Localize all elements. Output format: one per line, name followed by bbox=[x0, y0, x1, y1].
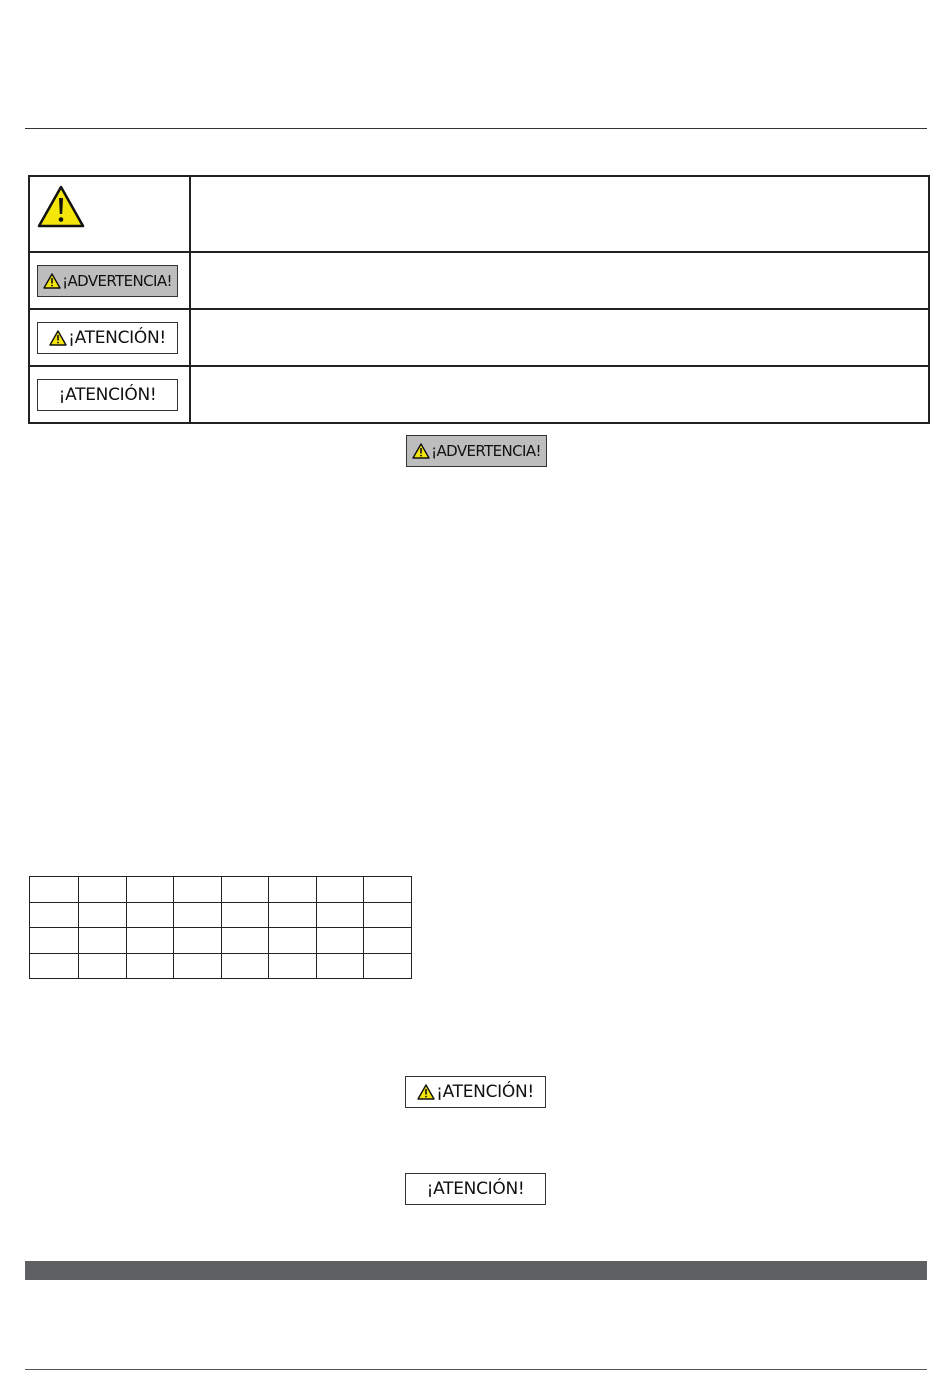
legend-symbol-cell bbox=[29, 366, 190, 423]
table-row bbox=[30, 877, 412, 903]
table-cell bbox=[364, 928, 412, 954]
legend-symbol-cell bbox=[29, 176, 190, 252]
table-cell bbox=[126, 953, 174, 979]
legend-description-cell bbox=[190, 252, 929, 309]
header-rule bbox=[25, 128, 927, 129]
legend-description-cell bbox=[190, 176, 929, 252]
warning-triangle-icon bbox=[412, 443, 430, 459]
table-cell bbox=[364, 902, 412, 928]
legend-row bbox=[29, 176, 929, 252]
legend-description-cell bbox=[190, 366, 929, 423]
table-cell bbox=[316, 902, 364, 928]
table-cell bbox=[30, 928, 79, 954]
table-cell bbox=[174, 953, 222, 979]
section-header-bar bbox=[25, 1261, 927, 1280]
caution-label-text: ¡ATENCIÓN! bbox=[58, 384, 157, 405]
table-row bbox=[30, 902, 412, 928]
table-cell bbox=[30, 877, 79, 903]
table-cell bbox=[126, 902, 174, 928]
caution-label-text: ¡ATENCIÓN! bbox=[436, 1082, 534, 1102]
table-cell bbox=[79, 877, 127, 903]
warning-triangle-icon bbox=[43, 273, 61, 289]
table-cell bbox=[221, 902, 269, 928]
caution-label bbox=[37, 322, 178, 354]
table-row bbox=[30, 953, 412, 979]
table-cell bbox=[316, 877, 364, 903]
table-row bbox=[30, 928, 412, 954]
legend-symbol-cell bbox=[29, 252, 190, 309]
caution-label bbox=[405, 1076, 546, 1108]
symbol-legend-table bbox=[28, 175, 930, 424]
warning-label-text: ¡ADVERTENCIA! bbox=[62, 271, 172, 290]
legend-row bbox=[29, 366, 929, 423]
legend-description-cell bbox=[190, 309, 929, 366]
table-cell bbox=[30, 902, 79, 928]
empty-table-body bbox=[30, 877, 412, 979]
table-cell bbox=[221, 928, 269, 954]
table-cell bbox=[269, 902, 317, 928]
table-cell bbox=[30, 953, 79, 979]
warning-label-text: ¡ADVERTENCIA! bbox=[431, 442, 541, 460]
table-cell bbox=[79, 928, 127, 954]
empty-table bbox=[29, 876, 412, 979]
warning-triangle-icon bbox=[37, 185, 85, 229]
table-cell bbox=[174, 902, 222, 928]
table-cell bbox=[269, 877, 317, 903]
caution-label-text: ¡ATENCIÓN! bbox=[426, 1179, 525, 1199]
table-cell bbox=[269, 928, 317, 954]
table-cell bbox=[126, 877, 174, 903]
legend-symbol-cell bbox=[29, 309, 190, 366]
table-cell bbox=[174, 928, 222, 954]
table-cell bbox=[79, 953, 127, 979]
table-cell bbox=[364, 953, 412, 979]
footer-rule bbox=[25, 1369, 927, 1370]
warning-label bbox=[406, 435, 547, 467]
legend-row bbox=[29, 309, 929, 366]
table-cell bbox=[269, 953, 317, 979]
table-cell bbox=[221, 877, 269, 903]
table-cell bbox=[364, 877, 412, 903]
caution-label-plain bbox=[405, 1173, 546, 1205]
table-cell bbox=[316, 928, 364, 954]
caution-label-text: ¡ATENCIÓN! bbox=[68, 327, 166, 348]
warning-label bbox=[37, 265, 178, 297]
caution-label-plain bbox=[37, 379, 178, 411]
table-cell bbox=[126, 928, 174, 954]
table-cell bbox=[221, 953, 269, 979]
table-cell bbox=[174, 877, 222, 903]
warning-triangle-icon bbox=[49, 330, 67, 346]
warning-triangle-icon bbox=[417, 1084, 435, 1100]
legend-row bbox=[29, 252, 929, 309]
table-cell bbox=[316, 953, 364, 979]
table-cell bbox=[79, 902, 127, 928]
